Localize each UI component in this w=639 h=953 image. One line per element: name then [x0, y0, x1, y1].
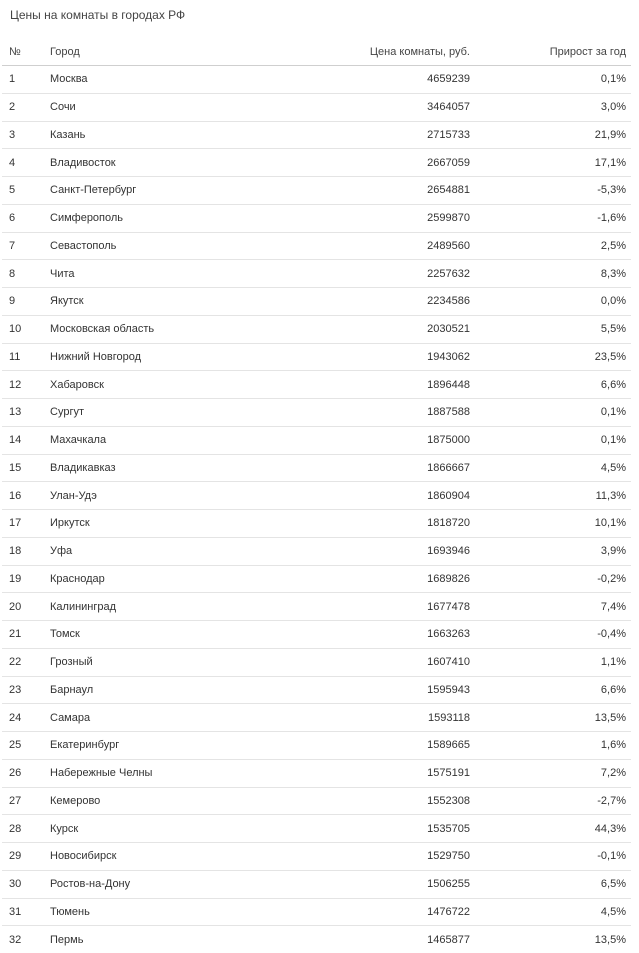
cell-city: Уфа [50, 537, 300, 565]
cell-city: Чита [50, 260, 300, 288]
cell-number: 5 [2, 177, 50, 205]
cell-number: 10 [2, 315, 50, 343]
table-row [2, 343, 631, 371]
cell-price: 1607410 [300, 648, 470, 676]
cell-growth: 6,6% [470, 676, 631, 704]
table-row [2, 454, 631, 482]
cell-city: Барнаул [50, 676, 300, 704]
cell-city: Самара [50, 704, 300, 732]
cell-price: 2654881 [300, 177, 470, 205]
cell-city: Якутск [50, 288, 300, 316]
scrollbar[interactable] [635, 40, 639, 945]
cell-number: 6 [2, 204, 50, 232]
cell-growth: -0,1% [470, 843, 631, 871]
cell-price: 1896448 [300, 371, 470, 399]
cell-number: 7 [2, 232, 50, 260]
cell-growth: 1,6% [470, 732, 631, 760]
table-row [2, 93, 631, 121]
table-row [2, 121, 631, 149]
cell-price: 1595943 [300, 676, 470, 704]
header-price: Цена комнаты, руб. [300, 38, 470, 66]
table-row [2, 648, 631, 676]
table-row [2, 676, 631, 704]
cell-growth: -0,2% [470, 565, 631, 593]
cell-city: Ростов-на-Дону [50, 870, 300, 898]
cell-growth: 0,1% [470, 399, 631, 427]
cell-city: Махачкала [50, 426, 300, 454]
header-number: № [2, 38, 50, 66]
table-row [2, 426, 631, 454]
cell-growth: 3,0% [470, 93, 631, 121]
cell-city: Иркутск [50, 510, 300, 538]
cell-price: 1689826 [300, 565, 470, 593]
cell-growth: -0,4% [470, 621, 631, 649]
cell-price: 2257632 [300, 260, 470, 288]
cell-growth: 2,5% [470, 232, 631, 260]
table-row [2, 815, 631, 843]
cell-price: 1593118 [300, 704, 470, 732]
cell-price: 1552308 [300, 787, 470, 815]
table-row [2, 732, 631, 760]
cell-price: 1866667 [300, 454, 470, 482]
cell-price: 2489560 [300, 232, 470, 260]
table-row [2, 371, 631, 399]
table-row [2, 482, 631, 510]
table-row [2, 66, 631, 94]
table-row [2, 260, 631, 288]
cell-city: Пермь [50, 926, 300, 953]
cell-number: 12 [2, 371, 50, 399]
cell-price: 1535705 [300, 815, 470, 843]
cell-price: 1887588 [300, 399, 470, 427]
table-row [2, 621, 631, 649]
cell-number: 27 [2, 787, 50, 815]
cell-number: 29 [2, 843, 50, 871]
cell-growth: -1,6% [470, 204, 631, 232]
cell-number: 22 [2, 648, 50, 676]
cell-city: Калининград [50, 593, 300, 621]
cell-number: 31 [2, 898, 50, 926]
cell-price: 2667059 [300, 149, 470, 177]
cell-city: Грозный [50, 648, 300, 676]
table-row [2, 593, 631, 621]
cell-number: 19 [2, 565, 50, 593]
cell-growth: 17,1% [470, 149, 631, 177]
cell-city: Московская область [50, 315, 300, 343]
cell-city: Краснодар [50, 565, 300, 593]
header-row [2, 38, 631, 66]
cell-city: Набережные Челны [50, 759, 300, 787]
cell-growth: 6,6% [470, 371, 631, 399]
cell-price: 2715733 [300, 121, 470, 149]
cell-growth: 5,5% [470, 315, 631, 343]
cell-growth: 0,0% [470, 288, 631, 316]
table-row [2, 843, 631, 871]
cell-number: 3 [2, 121, 50, 149]
cell-growth: 4,5% [470, 898, 631, 926]
cell-number: 9 [2, 288, 50, 316]
cell-number: 17 [2, 510, 50, 538]
cell-price: 1529750 [300, 843, 470, 871]
table-row [2, 510, 631, 538]
cell-price: 1506255 [300, 870, 470, 898]
cell-growth: 44,3% [470, 815, 631, 843]
cell-price: 1589665 [300, 732, 470, 760]
cell-growth: 7,2% [470, 759, 631, 787]
cell-number: 23 [2, 676, 50, 704]
table-row [2, 926, 631, 953]
table-header [2, 38, 631, 66]
cell-city: Новосибирск [50, 843, 300, 871]
cell-growth: 0,1% [470, 66, 631, 94]
cell-city: Тюмень [50, 898, 300, 926]
table-row [2, 149, 631, 177]
cell-number: 15 [2, 454, 50, 482]
table-row [2, 315, 631, 343]
cell-growth: 7,4% [470, 593, 631, 621]
cell-price: 2030521 [300, 315, 470, 343]
cell-price: 1693946 [300, 537, 470, 565]
cell-number: 4 [2, 149, 50, 177]
table-row [2, 898, 631, 926]
cell-price: 1465877 [300, 926, 470, 953]
cell-growth: 23,5% [470, 343, 631, 371]
table-row [2, 704, 631, 732]
header-city: Город [50, 38, 300, 66]
cell-price: 1818720 [300, 510, 470, 538]
cell-city: Сочи [50, 93, 300, 121]
cell-growth: 13,5% [470, 926, 631, 953]
cell-city: Екатеринбург [50, 732, 300, 760]
cell-city: Нижний Новгород [50, 343, 300, 371]
cell-growth: 11,3% [470, 482, 631, 510]
cell-growth: 21,9% [470, 121, 631, 149]
cell-number: 11 [2, 343, 50, 371]
table-body [2, 66, 631, 953]
cell-price: 1875000 [300, 426, 470, 454]
cell-number: 32 [2, 926, 50, 953]
cell-number: 21 [2, 621, 50, 649]
cell-growth: 1,1% [470, 648, 631, 676]
table-title: Цены на комнаты в городах РФ [10, 8, 185, 22]
cell-city: Владикавказ [50, 454, 300, 482]
cell-price: 2599870 [300, 204, 470, 232]
cell-number: 24 [2, 704, 50, 732]
cell-number: 16 [2, 482, 50, 510]
cell-price: 3464057 [300, 93, 470, 121]
table-row [2, 177, 631, 205]
cell-number: 28 [2, 815, 50, 843]
cell-price: 4659239 [300, 66, 470, 94]
table-row [2, 787, 631, 815]
table-row [2, 288, 631, 316]
table-row [2, 759, 631, 787]
cell-number: 25 [2, 732, 50, 760]
cell-city: Москва [50, 66, 300, 94]
cell-growth: -5,3% [470, 177, 631, 205]
cell-city: Симферополь [50, 204, 300, 232]
cell-number: 2 [2, 93, 50, 121]
prices-table [2, 38, 631, 953]
header-growth: Прирост за год [470, 38, 631, 66]
cell-price: 1943062 [300, 343, 470, 371]
table-row [2, 565, 631, 593]
cell-city: Севастополь [50, 232, 300, 260]
cell-number: 26 [2, 759, 50, 787]
cell-city: Улан-Удэ [50, 482, 300, 510]
cell-growth: 6,5% [470, 870, 631, 898]
cell-number: 8 [2, 260, 50, 288]
cell-city: Томск [50, 621, 300, 649]
cell-price: 2234586 [300, 288, 470, 316]
table-row [2, 204, 631, 232]
table-row [2, 232, 631, 260]
cell-growth: -2,7% [470, 787, 631, 815]
cell-growth: 3,9% [470, 537, 631, 565]
cell-growth: 10,1% [470, 510, 631, 538]
cell-growth: 0,1% [470, 426, 631, 454]
cell-price: 1575191 [300, 759, 470, 787]
cell-growth: 13,5% [470, 704, 631, 732]
cell-city: Владивосток [50, 149, 300, 177]
table-row [2, 399, 631, 427]
cell-number: 14 [2, 426, 50, 454]
cell-city: Курск [50, 815, 300, 843]
table-row [2, 537, 631, 565]
table-row [2, 870, 631, 898]
cell-price: 1860904 [300, 482, 470, 510]
cell-number: 20 [2, 593, 50, 621]
cell-city: Кемерово [50, 787, 300, 815]
cell-city: Хабаровск [50, 371, 300, 399]
cell-growth: 4,5% [470, 454, 631, 482]
cell-number: 30 [2, 870, 50, 898]
cell-number: 13 [2, 399, 50, 427]
cell-city: Сургут [50, 399, 300, 427]
cell-city: Казань [50, 121, 300, 149]
cell-price: 1677478 [300, 593, 470, 621]
cell-price: 1476722 [300, 898, 470, 926]
cell-number: 18 [2, 537, 50, 565]
cell-city: Санкт-Петербург [50, 177, 300, 205]
cell-number: 1 [2, 66, 50, 94]
cell-price: 1663263 [300, 621, 470, 649]
cell-growth: 8,3% [470, 260, 631, 288]
